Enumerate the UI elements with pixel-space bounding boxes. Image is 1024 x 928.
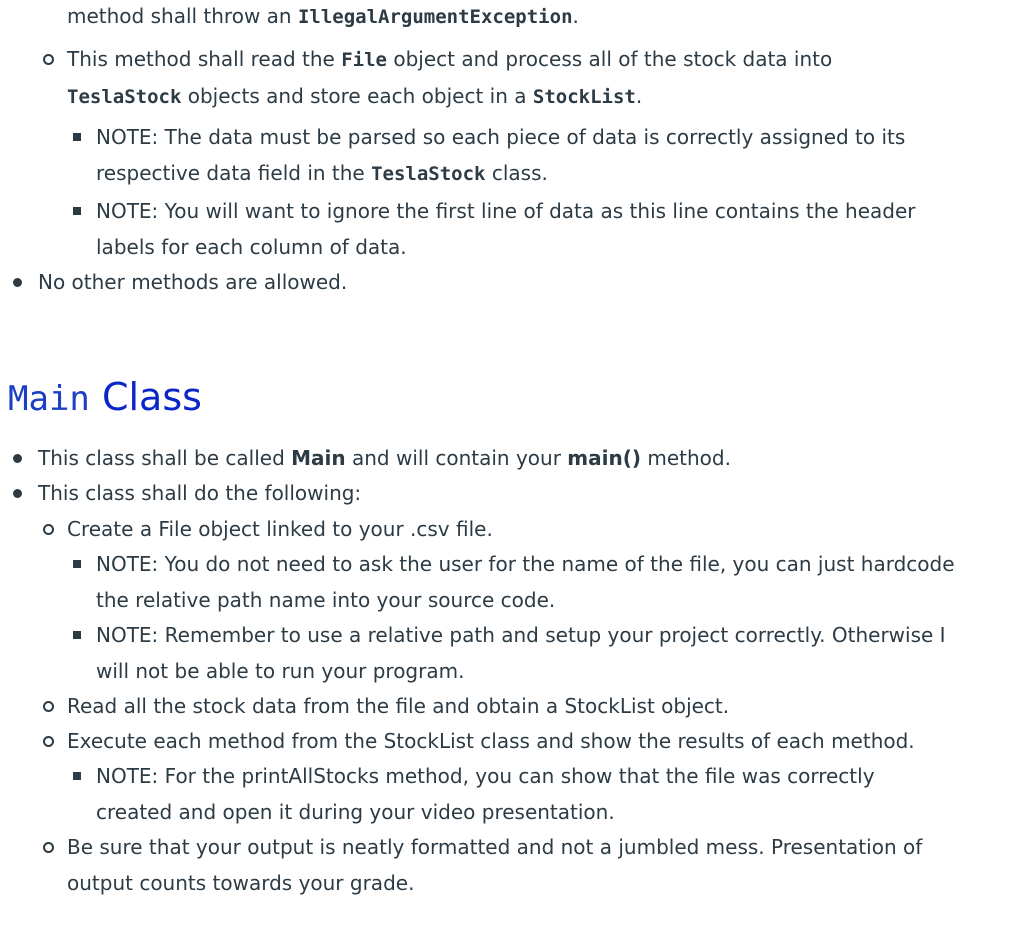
list-item-read-all: Read all the stock data from the file and obtain a StockList object. [0, 689, 1024, 725]
list-item-note-hardcode: NOTE: You do not need to ask the user for the name of the file, you can just hardcode the relative path name into your source code. [0, 547, 1024, 618]
disc-bullet-icon [13, 489, 22, 498]
list-item-note-print-all-stocks: NOTE: For the printAllStocks method, you can show that the file was correctly created and open it during your video presentation. [0, 759, 1024, 830]
circle-bullet-icon [43, 736, 54, 747]
disc-bullet-icon [13, 454, 22, 463]
code-illegal-argument-exception: IllegalArgumentException [297, 6, 573, 28]
list-item-execute: Execute each method from the StockList class and show the results of each method. [0, 724, 1024, 760]
list-item-note-parsed: NOTE: The data must be parsed so each piece of data is correctly assigned to its respective data field in the TeslaStock class. [0, 120, 1024, 192]
list-item-be-sure: Be sure that your output is neatly formatted and not a jumbled mess. Presentation of output counts towards your grade. [0, 830, 1024, 901]
section-heading-main-class: Main Class [8, 375, 202, 419]
square-bullet-icon [73, 207, 81, 215]
list-item-read-file: This method shall read the File object and process all of the stock data into TeslaStock objects and store each object in a StockList. [0, 42, 1024, 115]
circle-bullet-icon [43, 54, 54, 65]
list-item-called-main: This class shall be called Main and will contain your main() method. [0, 441, 1024, 477]
square-bullet-icon [73, 133, 81, 141]
circle-bullet-icon [43, 701, 54, 712]
square-bullet-icon [73, 560, 81, 568]
disc-bullet-icon [13, 278, 22, 287]
list-item-create-file: Create a File object linked to your .csv file. [0, 512, 1024, 548]
circle-bullet-icon [43, 524, 54, 535]
circle-bullet-icon [43, 842, 54, 853]
continuation-line: method shall throw an IllegalArgumentException. [67, 4, 579, 28]
list-item-note-ignore-header: NOTE: You will want to ignore the first line of data as this line contains the header labels for each column of data. [0, 194, 1024, 265]
list-item-note-relative-path: NOTE: Remember to use a relative path and setup your project correctly. Otherwise I will not be able to run your program. [0, 618, 1024, 689]
square-bullet-icon [73, 772, 81, 780]
square-bullet-icon [73, 631, 81, 639]
list-item-do-following: This class shall do the following: [0, 476, 1024, 512]
list-item-no-other-methods: No other methods are allowed. [0, 265, 1024, 301]
